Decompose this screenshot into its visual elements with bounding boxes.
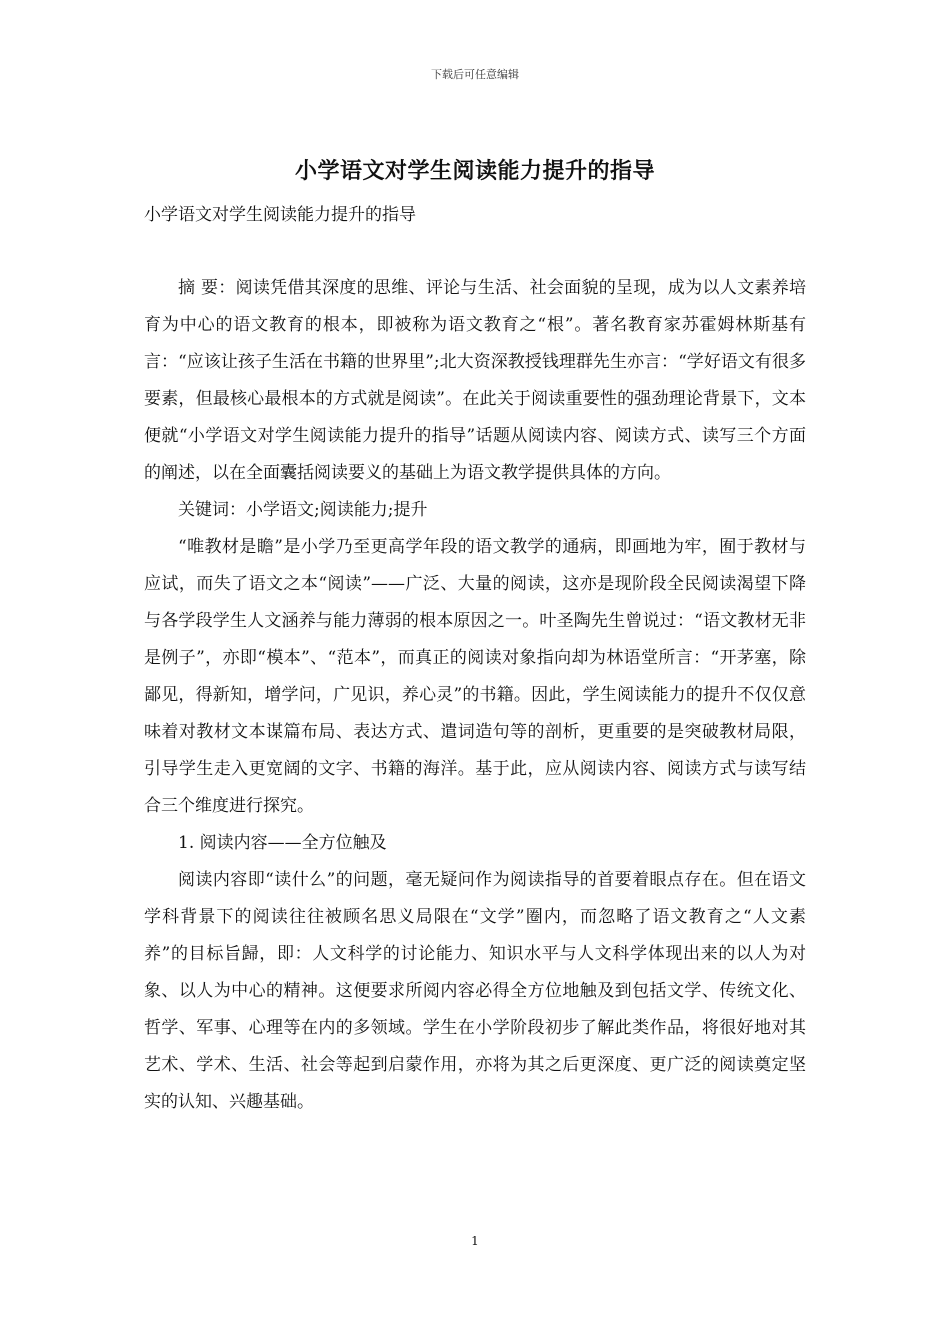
intro-paragraph: “唯教材是瞻”是小学乃至更高学年段的语文教学的通病，即画地为牢，囿于教材与应试，而失了语文之本“阅读”——广泛、大量的阅读，这亦是现阶段全民阅读渴望下降与各学段学生人文涵养与能力薄弱的根本原因之一。叶圣陶先生曾说过：“语文教材无非是例子”，亦即“模本”、“范本”，而真正的阅读对象指向却为林语堂所言：“开茅塞，除鄙见，得新知，增学问，广见识，养心灵”的书籍。因此，学生阅读能力的提升不仅仅意味着对教材文本谋篇布局、表达方式、遣词造句等的剖析，更重要的是突破教材局限，引导学生走入更宽阔的文字、书籍的海洋。基于此，应从阅读内容、阅读方式与读写结合三个维度进行探究。 (144, 537, 806, 816)
document-body (144, 270, 806, 1121)
abstract-paragraph: 摘 要：阅读凭借其深度的思维、评论与生活、社会面貌的呈现，成为以人文素养培育为中心的语文教育的根本，即被称为语文教育之“根”。著名教育家苏霍姆林斯基有言：“应该让孩子生活在书籍的世界里”;北大资深教授钱理群先生亦言：“学好语文有很多要素，但最核心最根本的方式就是阅读”。在此关于阅读重要性的强劲理论背景下，文本便就“小学语文对学生阅读能力提升的指导”话题从阅读内容、阅读方式、读写三个方面的阐述，以在全面囊括阅读要义的基础上为语文教学提供具体的方向。 (144, 278, 806, 483)
section-heading: 1. 阅读内容——全方位触及 (178, 833, 387, 853)
header-note: 下载后可任意编辑 (431, 68, 519, 81)
section-paragraph: 阅读内容即“读什么”的问题，毫无疑问作为阅读指导的首要着眼点存在。但在语文学科背景下的阅读往往被顾名思义局限在“文学”圈内，而忽略了语文教育之“人文素养”的目标旨歸，即：人文科学的讨论能力、知识水平与人文科学体现出来的以人为对象、以人为中心的精神。这便要求所阅内容必得全方位地触及到包括文学、传统文化、哲学、军事、心理等在内的多领域。学生在小学阶段初步了解此类作品，将很好地对其艺术、学术、生活、社会等起到启蒙作用，亦将为其之后更深度、更广泛的阅读奠定坚实的认知、兴趣基础。 (144, 870, 806, 1112)
keywords-paragraph: 关键词：小学语文;阅读能力;提升 (178, 500, 428, 520)
document-title: 小学语文对学生阅读能力提升的指导 (294, 158, 655, 184)
page-number: 1 (471, 1234, 479, 1248)
document-subtitle: 小学语文对学生阅读能力提升的指导 (144, 205, 416, 225)
